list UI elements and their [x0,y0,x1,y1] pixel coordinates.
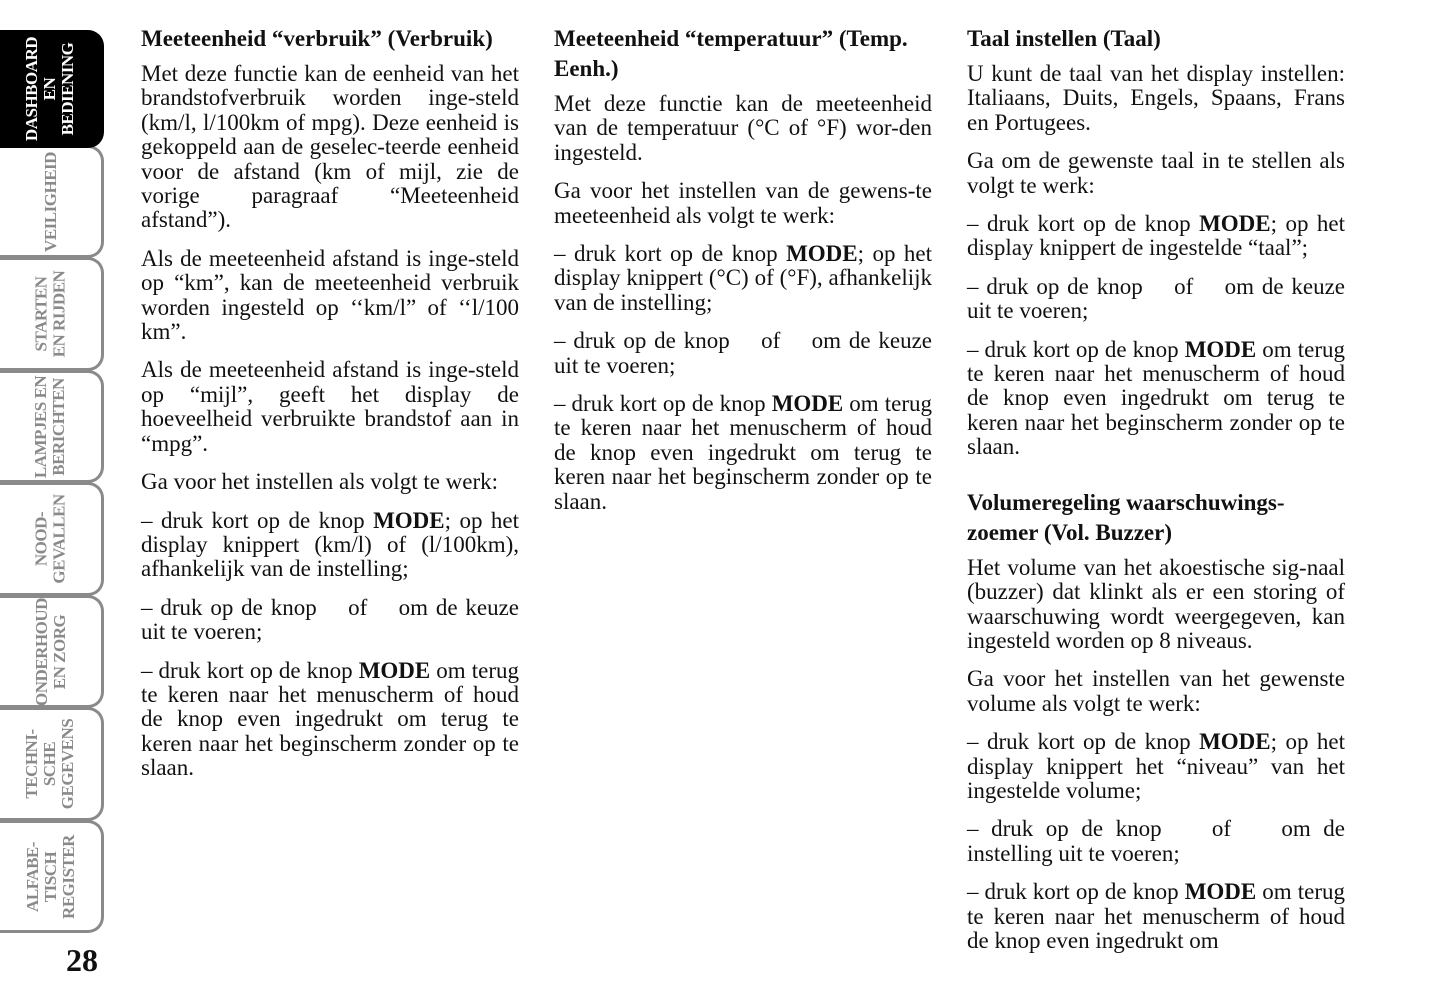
paragraph-text: – druk kort op de knop [141,657,359,683]
paragraph-text: – druk kort op de knop [967,211,1200,237]
paragraph [141,245,525,345]
paragraph-text: ; op het display knippert de ingestelde “taal”; [967,211,1345,261]
paragraph-text: ; op het display knippert het “niveau” van het ingestelde volume; [967,729,1345,803]
tab-label: LAMPJES EN BERICHTEN [31,375,69,478]
button-name: MODE [373,507,445,533]
paragraph [967,666,1351,716]
tab-label: STARTEN EN RIJDEN [31,270,69,358]
paragraph [141,659,519,781]
paragraph-text: Met deze functie kan de meeteenheid van de temperatuur (°C of °F) wor-den ingesteld. [554,91,938,165]
paragraph-text: Als de meeteenheid afstand is inge-steld op “km”, kan de meeteenheid verbruik worden ingesteld op ‘‘km/l” of ‘‘l/100 km”. [141,245,525,345]
tab-alfabe[interactable] [0,820,104,933]
paragraph [554,91,938,165]
tab-onderhoud[interactable] [0,595,104,708]
paragraph [967,730,1345,803]
tab-dashboard[interactable] [0,30,104,148]
tab-veiligheid[interactable] [0,145,104,258]
paragraph-text: U kunt de taal van het display instellen: Italiaans, Duits, Engels, Spaans, Frans en Portugees. [967,61,1351,135]
paragraph-text: – druk op de knop of om de keuze uit te voeren; [554,328,938,378]
paragraph-text: Met deze functie kan de eenheid van het brandstofverbruik worden inge-steld (km/l, l/100km of mpg). Deze eenheid is gekoppeld aan de geselec-teerde eenheid voor de afstand (km of mijl, zie de vorige paragraaf “Meeteenheid afstand”). [141,61,525,233]
column-2 [554,24,938,528]
paragraph-text: ; op het display knippert (°C) of (°F), afhankelijk van de instelling; [554,241,932,315]
paragraph-text: om terug te keren naar het menuscherm of houd de knop even ingedrukt om terug te keren naar het beginscherm zonder op te slaan. [554,391,932,514]
section-heading: Meeteenheid “verbruik” (Verbruik) [141,26,493,51]
section-heading: Volumeregeling waarschuwings-zoemer (Vol. Buzzer) [967,489,1285,545]
button-name: MODE [1199,729,1271,755]
tab-starten[interactable] [0,257,104,371]
button-name: MODE [771,391,844,417]
paragraph [141,509,519,582]
tab-label: TECHNI- SCHE GEGEVENS [22,718,78,810]
paragraph-text: om terug te keren naar het menuscherm of houd de knop even ingedrukt om [967,879,1345,953]
paragraph [141,357,525,456]
paragraph [967,212,1345,261]
paragraph [554,392,932,514]
paragraph-text: – druk kort op de knop [554,241,787,267]
paragraph-text: om terug te keren naar het menuscherm of houd de knop even ingedrukt om terug te keren naar het beginscherm zonder op te slaan. [141,657,519,781]
paragraph-text: – druk kort op de knop [141,507,374,533]
section-heading: Taal instellen (Taal) [967,26,1161,51]
tab-label: NOOD- GEVALLEN [31,494,69,584]
tab-lampjes-en[interactable] [0,370,104,483]
paragraph [554,178,938,228]
paragraph [967,338,1345,460]
tab-nood[interactable] [0,482,104,596]
button-name: MODE [1184,879,1257,905]
paragraph-text: Het volume van het akoestische sig-naal (buzzer) dat klinkt als er een storing of waarschuwing wordt weergegeven, kan ingesteld worden op 8 niveaus. [967,554,1351,653]
paragraph [967,880,1345,953]
paragraph-text: – druk kort op de knop [967,729,1200,755]
paragraph-text: Ga voor het instellen van de gewens-te meeteenheid als volgt te werk: [554,178,938,228]
paragraph [967,61,1351,135]
column-1 [141,24,525,795]
paragraph [967,816,1351,866]
paragraph-text: – druk op de knop of om de keuze uit te voeren; [141,594,525,645]
paragraph-text: Als de meeteenheid afstand is inge-steld op “mijl”, geeft het display de hoeveelheid verbruikte brandstof aan in “mpg”. [141,357,525,456]
paragraph-text: – druk kort op de knop [967,336,1185,362]
paragraph [967,554,1351,654]
paragraph-text: ; op het display knippert (km/l) of (l/100km), afhankelijk van de instelling; [141,507,519,582]
paragraph-text: – druk op de knop of om de instelling uit te voeren; [967,816,1351,866]
paragraph-text: – druk kort op de knop [967,879,1185,905]
paragraph [967,273,1351,324]
tab-label: ALFABE- TISCH REGISTER [22,834,78,919]
paragraph [141,470,519,494]
paragraph-text: – druk kort op de knop [554,391,772,417]
tab-label: DASHBOARD EN BEDIENING [22,36,78,142]
paragraph-text: om terug te keren naar het menuscherm of houd de knop even ingedrukt om terug te keren naar het beginscherm zonder op te slaan. [967,336,1345,460]
paragraph-text: Ga voor het instellen van het gewenste volume als volgt te werk: [967,666,1351,716]
paragraph-text: – druk op de knop of om de keuze uit te voeren; [967,273,1351,324]
button-name: MODE [358,657,431,683]
column-3 [967,24,1351,967]
tab-label: ONDERHOUD EN ZORG [31,597,69,706]
paragraph [141,61,525,233]
button-name: MODE [1199,211,1271,237]
paragraph [141,594,525,645]
tab-label: VEILIGHEID [40,151,60,252]
paragraph [554,242,932,315]
button-name: MODE [1184,336,1257,362]
paragraph-text: Ga voor het instellen als volgt te werk: [141,469,499,495]
paragraph [967,148,1351,198]
paragraph-text: Ga om de gewenste taal in te stellen als volgt te werk: [967,148,1351,198]
tab-techni[interactable] [0,707,104,821]
page-number: 28 [66,942,98,978]
button-name: MODE [786,241,858,267]
paragraph [554,328,938,378]
section-heading: Meeteenheid “temperatuur” (Temp. Eenh.) [554,26,908,81]
